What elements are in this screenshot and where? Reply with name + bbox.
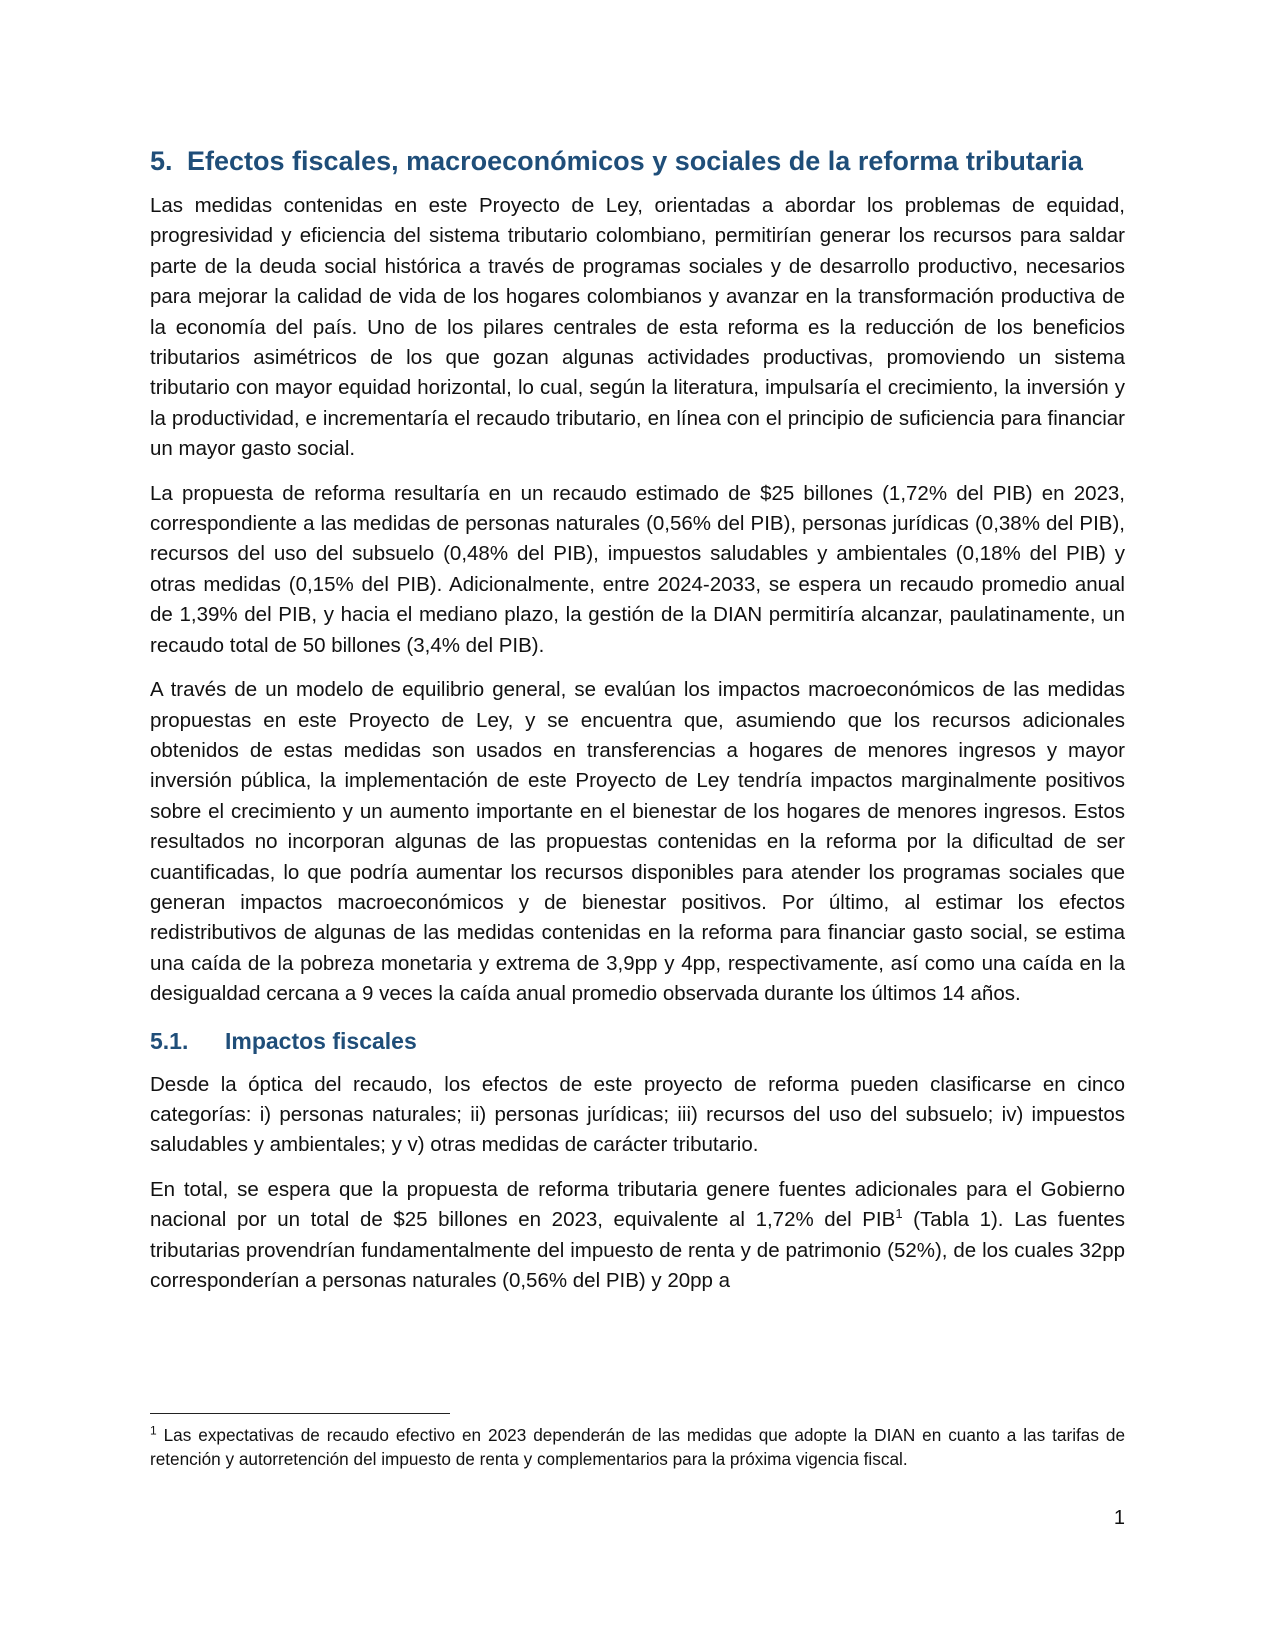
section-heading: [150, 142, 1125, 181]
footnote: [150, 1423, 1125, 1471]
section-number: 5.: [150, 146, 173, 176]
paragraph-text: En total, se espera que la propuesta de reforma tributaria genere fuentes adicionales para el Gobierno nacional por un total de $25 billones en 2023, equivalente al 1,72% del PIB: [150, 1177, 1125, 1232]
subsection-title: Impactos fiscales: [225, 1027, 417, 1054]
paragraph: Desde la óptica del recaudo, los efectos de este proyecto de reforma pueden clasificarse en cinco categorías: i) personas naturales; ii) personas jurídicas; iii) recursos del uso del subsuelo; iv) impuestos saludables y ambientales; y v) otras medidas de carácter tributario.: [150, 1072, 1125, 1157]
paragraph-text: (Tabla 1). Las fuentes tributarias provendrían fundamentalmente del impuesto de renta y de patrimonio (52%), de los cuales 32pp corresponderían a personas naturales (0,56% del PIB) y 20pp a: [150, 1208, 1125, 1292]
page-number: 1: [1113, 1507, 1125, 1529]
footnote-separator: [150, 1413, 450, 1414]
section-title: Efectos fiscales, macroeconómicos y sociales de la reforma tributaria: [187, 146, 1083, 176]
footnote-marker: 1: [150, 1423, 157, 1438]
subsection-number: 5.1.: [150, 1027, 189, 1054]
paragraph: A través de un modelo de equilibrio general, se evalúan los impactos macroeconómicos de las medidas propuestas en este Proyecto de Ley, y se encuentra que, asumiendo que los recursos adicionales obtenidos de estas medidas son usados en transferencias a hogares de menores ingresos y mayor inversión pública, la implementación de este Proyecto de Ley tendría impactos marginalmente positivos sobre el crecimiento y un aumento importante en el bienestar de los hogares de menores ingresos. Estos resultados no incorporan algunas de las propuestas contenidas en la reforma por la dificultad de ser cuantificadas, lo que podría aumentar los recursos disponibles para atender los programas sociales que generan impactos macroeconómicos y de bienestar positivos. Por último, al estimar los efectos redistributivos de algunas de las medidas contenidas en la reforma para financiar gasto social, se estima una caída de la pobreza monetaria y extrema de 3,9pp y 4pp, respectivamente, así como una caída en la desigualdad cercana a 9 veces la caída anual promedio observada durante los últimos 14 años.: [150, 678, 1125, 1006]
paragraph: Las medidas contenidas en este Proyecto de Ley, orientadas a abordar los problemas de equidad, progresividad y eficiencia del sistema tributario colombiano, permitirían generar los recursos para saldar parte de la deuda social histórica a través de programas sociales y de desarrollo productivo, necesarios para mejorar la calidad de vida de los hogares colombianos y avanzar en la transformación productiva de la economía del país. Uno de los pilares centrales de esta reforma es la reducción de los beneficios tributarios asimétricos de los que gozan algunas actividades productivas, promoviendo un sistema tributario con mayor equidad horizontal, lo cual, según la literatura, impulsaría el crecimiento, la inversión y la productividad, e incrementaría el recaudo tributario, en línea con el principio de suficiencia para financiar un mayor gasto social.: [150, 194, 1125, 461]
paragraph-with-footnote: [150, 1175, 1125, 1297]
paragraph: La propuesta de reforma resultaría en un recaudo estimado de $25 billones (1,72% del PIB) en 2023, correspondiente a las medidas de personas naturales (0,56% del PIB), personas jurídicas (0,38% del PIB), recursos del uso del subsuelo (0,48% del PIB), impuestos saludables y ambientales (0,18% del PIB) y otras medidas (0,15% del PIB). Adicionalmente, entre 2024-2033, se espera un recaudo promedio anual de 1,39% del PIB, y hacia el mediano plazo, la gestión de la DIAN permitiría alcanzar, paulatinamente, un recaudo total de 50 billones (3,4% del PIB).: [150, 481, 1125, 657]
page-content: [150, 142, 1125, 1310]
footnote-reference[interactable]: 1: [895, 1206, 903, 1222]
footnote-text: Las expectativas de recaudo efectivo en 2023 dependerán de las medidas que adopte la DIAN en cuanto a las tarifas de retención y autorretención del impuesto de renta y complementarios para la próxima vigencia fiscal.: [150, 1425, 1125, 1469]
subsection-heading: [150, 1026, 1125, 1056]
